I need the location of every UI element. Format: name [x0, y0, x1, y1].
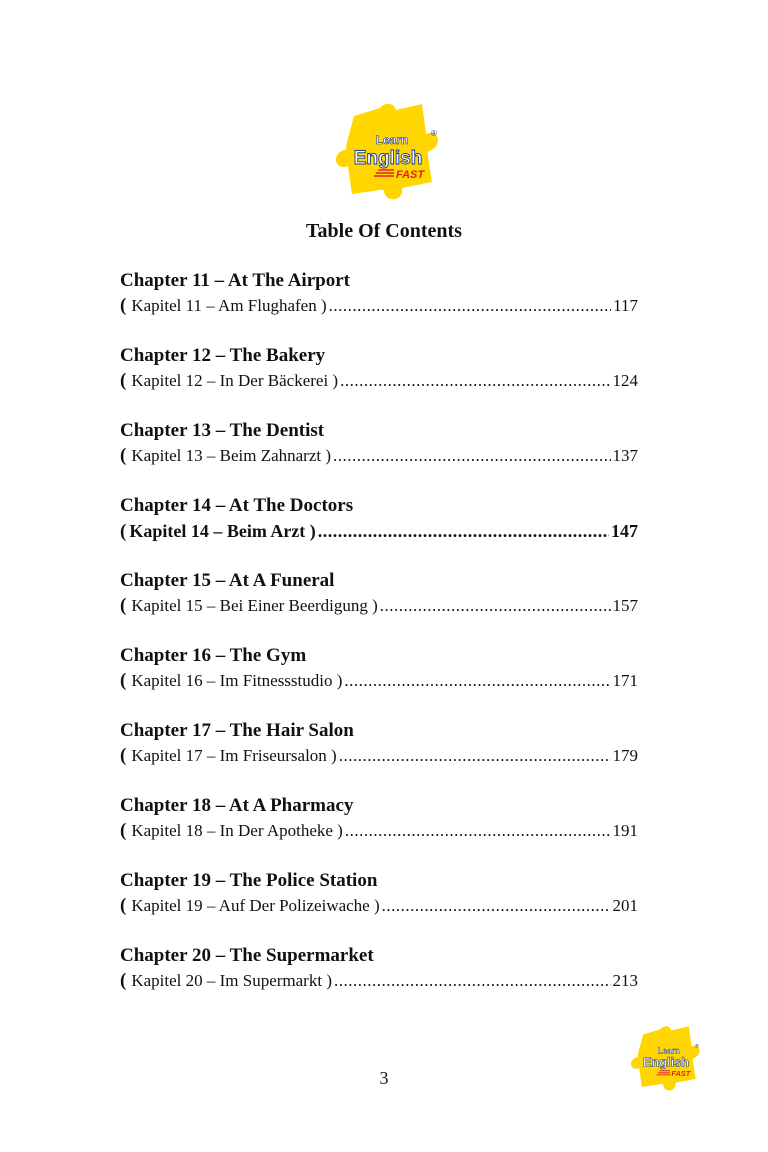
open-paren: ( [120, 521, 127, 542]
toc-entry [120, 793, 638, 868]
open-paren: ( [120, 670, 127, 691]
chapter-subtitle-line [120, 669, 638, 693]
open-paren: ( [120, 370, 127, 391]
page-ref: 137 [612, 446, 638, 465]
chapter-title: Chapter 17 – The Hair Salon [120, 720, 354, 741]
toc-entry [120, 943, 638, 1018]
svg-text:English: English [353, 148, 423, 169]
german-chapter-title: Kapitel 19 – Auf Der Polizeiwache ) [131, 896, 380, 915]
learn-english-fast-logo-small [627, 1023, 705, 1093]
toc-entry [120, 868, 638, 943]
page-ref: 201 [612, 896, 638, 915]
german-chapter-title: Kapitel 11 – Am Flughafen ) [131, 296, 327, 315]
german-chapter-title: Kapitel 20 – Im Supermarkt ) [131, 971, 332, 990]
chapter-subtitle-line [120, 594, 638, 618]
chapter-title: Chapter 18 – At A Pharmacy [120, 795, 354, 816]
dot-leader [339, 744, 611, 768]
svg-text:Learn: Learn [375, 133, 409, 147]
chapter-title: Chapter 13 – The Dentist [120, 420, 325, 441]
dot-leader [380, 594, 611, 618]
open-paren: ( [120, 820, 127, 841]
toc-entry [120, 343, 638, 418]
chapter-subtitle-line [120, 894, 638, 918]
page-ref: 179 [612, 746, 638, 765]
german-chapter-title: Kapitel 18 – In Der Apotheke ) [131, 821, 343, 840]
dot-leader [329, 294, 611, 318]
dot-leader [345, 819, 611, 843]
svg-text:®: ® [431, 129, 437, 138]
svg-text:FAST: FAST [396, 169, 425, 181]
page-ref: 147 [611, 521, 638, 541]
dot-leader [340, 369, 610, 393]
chapter-subtitle-line [120, 444, 638, 468]
open-paren: ( [120, 745, 127, 766]
dot-leader [382, 894, 611, 918]
chapter-subtitle-line [120, 819, 638, 843]
svg-text:FAST: FAST [671, 1069, 691, 1079]
page-ref: 124 [612, 371, 638, 390]
chapter-subtitle-line [120, 369, 638, 393]
open-paren: ( [120, 895, 127, 916]
page-title: Table Of Contents [306, 220, 462, 242]
german-chapter-title: Kapitel 15 – Bei Einer Beerdigung ) [131, 596, 378, 615]
page-ref: 191 [612, 821, 638, 840]
chapter-title: Chapter 19 – The Police Station [120, 870, 378, 891]
svg-text:®: ® [694, 1043, 699, 1050]
dot-leader [318, 519, 609, 543]
chapter-title: Chapter 11 – At The Airport [120, 270, 350, 291]
chapter-title: Chapter 15 – At A Funeral [120, 570, 335, 591]
page-number: 3 [379, 1068, 389, 1088]
table-of-contents [120, 268, 638, 1018]
german-chapter-title: Kapitel 13 – Beim Zahnarzt ) [131, 446, 332, 465]
toc-entry [120, 493, 638, 568]
page-ref: 213 [612, 971, 638, 990]
dot-leader [344, 669, 610, 693]
dot-leader [333, 444, 610, 468]
toc-entry [120, 568, 638, 643]
page-ref: 157 [612, 596, 638, 615]
page-ref: 117 [613, 296, 638, 315]
chapter-title: Chapter 12 – The Bakery [120, 345, 326, 366]
learn-english-fast-logo [330, 100, 446, 202]
chapter-title: Chapter 16 – The Gym [120, 645, 307, 666]
chapter-subtitle-line [120, 519, 638, 544]
chapter-title: Chapter 14 – At The Doctors [120, 495, 354, 516]
open-paren: ( [120, 970, 127, 991]
open-paren: ( [120, 295, 127, 316]
open-paren: ( [120, 445, 127, 466]
open-paren: ( [120, 595, 127, 616]
chapter-subtitle-line [120, 294, 638, 318]
toc-entry [120, 268, 638, 343]
german-chapter-title: Kapitel 12 – In Der Bäckerei ) [131, 371, 339, 390]
chapter-title: Chapter 20 – The Supermarket [120, 945, 374, 966]
toc-entry [120, 643, 638, 718]
svg-text:English: English [642, 1054, 690, 1070]
toc-entry [120, 718, 638, 793]
toc-entry [120, 418, 638, 493]
chapter-subtitle-line [120, 744, 638, 768]
german-chapter-title: Kapitel 16 – Im Fitnessstudio ) [131, 671, 343, 690]
dot-leader [334, 969, 611, 993]
german-chapter-title: Kapitel 17 – Im Friseursalon ) [131, 746, 337, 765]
svg-text:Learn: Learn [657, 1046, 680, 1056]
chapter-subtitle-line [120, 969, 638, 993]
german-chapter-title: Kapitel 14 – Beim Arzt ) [129, 521, 316, 541]
page-ref: 171 [612, 671, 638, 690]
